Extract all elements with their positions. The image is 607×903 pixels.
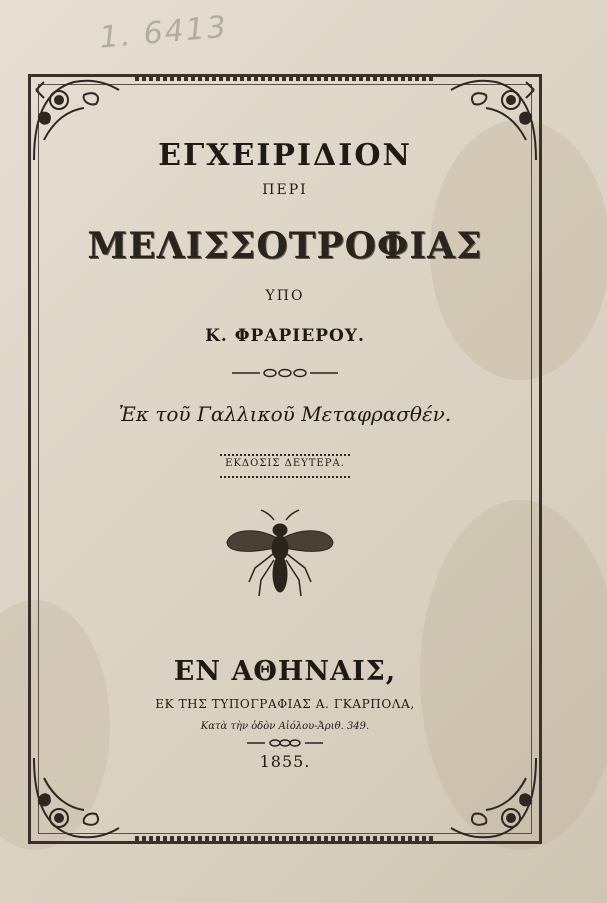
- top-decorative-band: [135, 76, 435, 81]
- edition-statement: ΕΚΔΟΣΙΣ ΔΕΥΤΕΡΑ.: [225, 458, 345, 469]
- title-page-content: [40, 90, 530, 830]
- publication-year: 1855.: [259, 752, 311, 771]
- place-of-publication: ΕΝ ΑΘΗΝΑΙΣ,: [173, 656, 397, 687]
- printer-address: Κατὰ τὴν ὁδὸν Αἰόλου-Ἀριθ. 349.: [200, 721, 370, 732]
- edition-rule-top: [220, 454, 350, 456]
- edition-rule-bottom: [220, 476, 350, 478]
- by-line: ΥΠΟ: [265, 288, 305, 304]
- author-name: Κ. ΦΡΑΡΙΕΡΟΥ.: [205, 326, 365, 346]
- translation-note: Ἐκ τοῦ Γαλλικοῦ Μεταφρασθέν.: [118, 402, 452, 426]
- book-title: ΕΓΧΕΙΡΙΔΙΟΝ: [158, 138, 412, 173]
- ornamental-rule-icon: [230, 368, 340, 378]
- book-title-peri: ΠΕΡΙ: [262, 182, 308, 198]
- bottom-decorative-band: [135, 836, 435, 841]
- printer: ΕΚ ΤΗΣ ΤΥΠΟΓΡΑΦΙΑΣ Α. ΓΚΑΡΠΟΛΑ,: [155, 697, 415, 711]
- handwritten-shelfmark: 1. 6413: [98, 9, 230, 56]
- book-subject: ΜΕΛΙΣΣΟΤΡΟΦΙΑΣ: [87, 225, 483, 267]
- ornamental-rule-icon: [245, 738, 325, 748]
- bee-icon: [225, 508, 335, 603]
